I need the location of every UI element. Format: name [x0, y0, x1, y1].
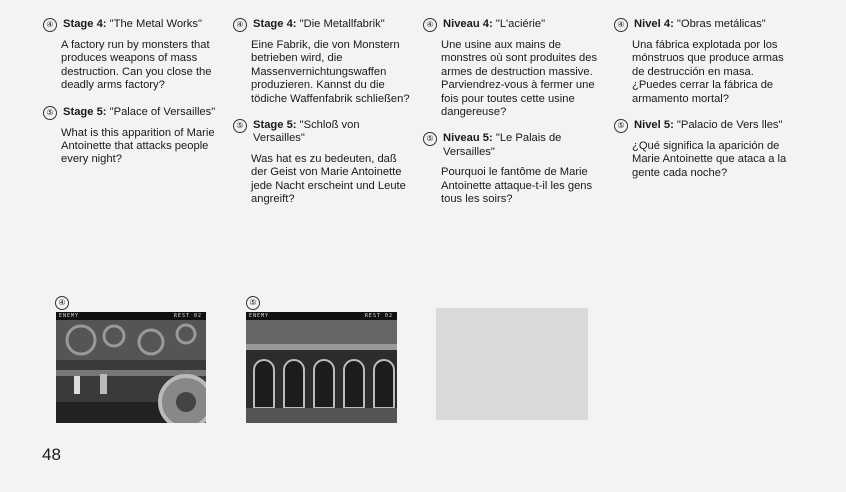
stage-4-description: A factory run by monsters that produces weapons of mass destruction. Can you close the deadly arms factory? — [61, 39, 212, 92]
column-spanish — [614, 18, 794, 180]
stage-4-heading — [614, 18, 794, 32]
stage-number-marker: ⑤ — [614, 119, 628, 133]
stage-number-marker: ④ — [423, 18, 437, 32]
stage-label: Stage 5: — [63, 105, 107, 118]
stage-label: Nivel 4: — [634, 18, 674, 30]
stage-label: Nivel 5: — [634, 119, 674, 132]
stage-title: "L'aciérie" — [492, 18, 546, 30]
stage-5-heading — [423, 132, 603, 159]
stage-5-heading — [233, 119, 413, 146]
screenshot-metal-works — [56, 312, 206, 423]
stage-label: Stage 4: — [63, 18, 107, 30]
column-english — [43, 18, 223, 167]
stage-4-description: Una fábrica explotada por los mónstruos que produce armas de destrucción en masa. ¿Puedes cerrar la fábrica de armamento mortal? — [632, 39, 784, 105]
stage-5-description: ¿Qué significa la aparición de Marie Antoinette que ataca a la gente cada noche? — [632, 140, 787, 179]
column-french — [423, 18, 603, 206]
column-german — [233, 18, 413, 206]
stage-label: Niveau 4: — [443, 18, 493, 30]
stage-number-marker: ④ — [614, 18, 628, 32]
hud-left-text: ENEMY — [59, 313, 80, 319]
stage-title: "Obras metálicas" — [673, 18, 766, 30]
screenshot-label: ④ — [55, 296, 69, 310]
stage-label: Stage 5: — [253, 119, 297, 132]
stage-4-description: Eine Fabrik, die von Monstern betrieben wird, die Massenvernichtungswaffen produzieren. Kannst du die tödiche Waffenfabrik schließen? — [251, 39, 410, 105]
stage-4-description: Une usine aux mains de monstres où sont produites des armes de destruction massive. Parviendrez-vous à fermer une fois pour toutes cette usine dangereuse? — [441, 39, 598, 119]
stage-number-marker: ⑤ — [43, 106, 57, 120]
stage-title: "Schloß von Versailles" — [253, 119, 360, 145]
stage-title: "Le Palais de Versailles" — [443, 132, 562, 158]
metal-works-scene — [56, 312, 206, 423]
versailles-scene — [246, 312, 397, 423]
stage-5-description: Was hat es zu bedeuten, daß der Geist von Marie Antoinette jede Nacht erscheint und Leute angreift? — [251, 152, 406, 206]
stage-title: "The Metal Works" — [106, 18, 202, 30]
hud-right-text: REST 02 — [173, 313, 202, 319]
blank-image-area — [436, 308, 588, 420]
stage-number-marker: ⑤ — [233, 119, 247, 133]
screenshot-label: ⑤ — [246, 296, 260, 310]
stage-title: "Palacio de Vers lles" — [673, 119, 783, 132]
hud-left-text: ENEMY — [249, 313, 270, 319]
stage-5-description: What is this apparition of Marie Antoinette that attacks people every night? — [61, 126, 215, 166]
stage-5-heading — [614, 119, 794, 133]
stage-4-heading — [423, 18, 603, 32]
stage-number-marker: ④ — [233, 18, 247, 32]
stage-number-marker: ④ — [43, 18, 57, 32]
stage-label: Stage 4: — [253, 18, 297, 30]
stage-5-description: Pourquoi le fantôme de Marie Antoinette attaque-t-il les gens tous les soirs? — [441, 166, 593, 206]
stage-title: "Die Metallfabrik" — [296, 18, 385, 30]
stage-5-heading — [43, 106, 223, 120]
hud-right-text: REST 02 — [364, 313, 393, 319]
stage-4-heading — [43, 18, 223, 32]
page-number: 48 — [42, 445, 61, 464]
screenshot-versailles — [246, 312, 397, 423]
stage-4-heading — [233, 18, 413, 32]
stage-number-marker: ⑤ — [423, 132, 437, 146]
stage-title: "Palace of Versailles" — [106, 105, 216, 118]
stage-label: Niveau 5: — [443, 132, 493, 145]
